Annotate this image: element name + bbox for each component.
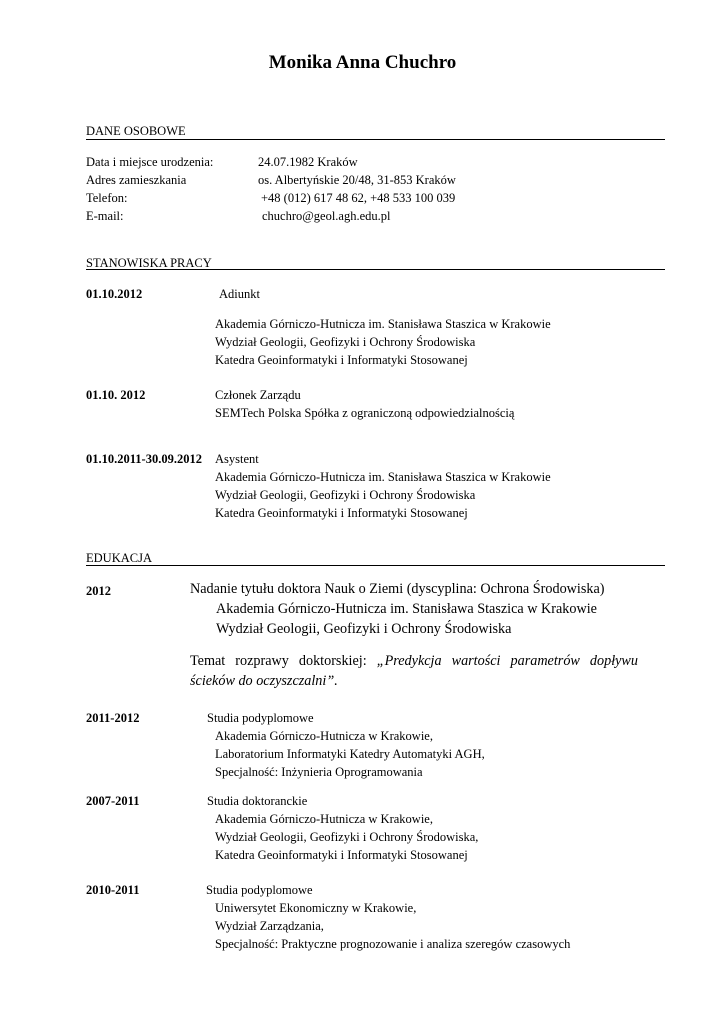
edu-line: Wydział Geologii, Geofizyki i Ochrony Środowiska,	[215, 830, 479, 844]
label-address: Adres zamieszkania	[86, 173, 187, 187]
section-divider	[86, 565, 665, 566]
edu-date: 2012	[86, 584, 111, 598]
job-line: Katedra Geoinformatyki i Informatyki Stosowanej	[215, 506, 468, 520]
section-heading-education: EDUKACJA	[86, 551, 152, 565]
phd-line: Wydział Geologii, Geofizyki i Ochrony Środowiska	[216, 621, 512, 637]
edu-line: Laboratorium Informatyki Katedry Automatyki AGH,	[215, 747, 485, 761]
edu-line: Akademia Górniczo-Hutnicza w Krakowie,	[215, 729, 433, 743]
job-date: 01.10.2012	[86, 287, 143, 301]
edu-type: Studia doktoranckie	[207, 794, 308, 808]
job-line: Akademia Górniczo-Hutnicza im. Stanisława Staszica w Krakowie	[215, 317, 551, 331]
edu-line: Specjalność: Inżynieria Oprogramowania	[215, 765, 423, 779]
section-divider	[86, 139, 665, 140]
edu-line: Wydział Zarządzania,	[215, 919, 324, 933]
job-date: 01.10.2011-30.09.2012	[86, 452, 202, 466]
job-role: Adiunkt	[219, 287, 260, 301]
job-line: Katedra Geoinformatyki i Informatyki Stosowanej	[215, 353, 468, 367]
edu-type: Studia podyplomowe	[206, 883, 313, 897]
section-heading-employment: STANOWISKA PRACY	[86, 256, 212, 270]
value-birth: 24.07.1982 Kraków	[258, 155, 358, 169]
edu-type: Studia podyplomowe	[207, 711, 314, 725]
edu-line: Specjalność: Praktyczne prognozowanie i analiza szeregów czasowych	[215, 937, 571, 951]
job-line: SEMTech Polska Spółka z ograniczoną odpowiedzialnością	[215, 406, 515, 420]
label-phone: Telefon:	[86, 191, 128, 205]
section-heading-personal: DANE OSOBOWE	[86, 124, 186, 138]
edu-date: 2011-2012	[86, 711, 140, 725]
phd-topic-title: „Predykcja wartości parametrów dopływu ścieków do oczyszczalni”.	[190, 653, 638, 689]
value-address: os. Albertyńskie 20/48, 31-853 Kraków	[258, 173, 456, 187]
edu-line: Katedra Geoinformatyki i Informatyki Stosowanej	[215, 848, 468, 862]
label-birth: Data i miejsce urodzenia:	[86, 155, 214, 169]
edu-date: 2007-2011	[86, 794, 140, 808]
value-phone: +48 (012) 617 48 62, +48 533 100 039	[261, 191, 456, 205]
phd-line: Akademia Górniczo-Hutnicza im. Stanisława Staszica w Krakowie	[216, 601, 597, 617]
phd-topic	[190, 651, 638, 691]
section-divider	[86, 269, 665, 270]
job-line: Akademia Górniczo-Hutnicza im. Stanisława Staszica w Krakowie	[215, 470, 551, 484]
job-date: 01.10. 2012	[86, 388, 146, 402]
label-email: E-mail:	[86, 209, 124, 223]
job-line: Wydział Geologii, Geofizyki i Ochrony Środowiska	[215, 488, 476, 502]
job-line: Wydział Geologii, Geofizyki i Ochrony Środowiska	[215, 335, 476, 349]
value-email[interactable]: chuchro@geol.agh.edu.pl	[262, 209, 391, 223]
edu-line: Akademia Górniczo-Hutnicza w Krakowie,	[215, 812, 433, 826]
job-role: Asystent	[215, 452, 259, 466]
phd-title: Nadanie tytułu doktora Nauk o Ziemi (dyscyplina: Ochrona Środowiska)	[190, 581, 605, 597]
edu-line: Uniwersytet Ekonomiczny w Krakowie,	[215, 901, 417, 915]
phd-topic-label: Temat rozprawy doktorskiej:	[190, 653, 377, 669]
edu-date: 2010-2011	[86, 883, 140, 897]
cv-name: Monika Anna Chuchro	[268, 52, 457, 73]
job-role: Członek Zarządu	[215, 388, 301, 402]
